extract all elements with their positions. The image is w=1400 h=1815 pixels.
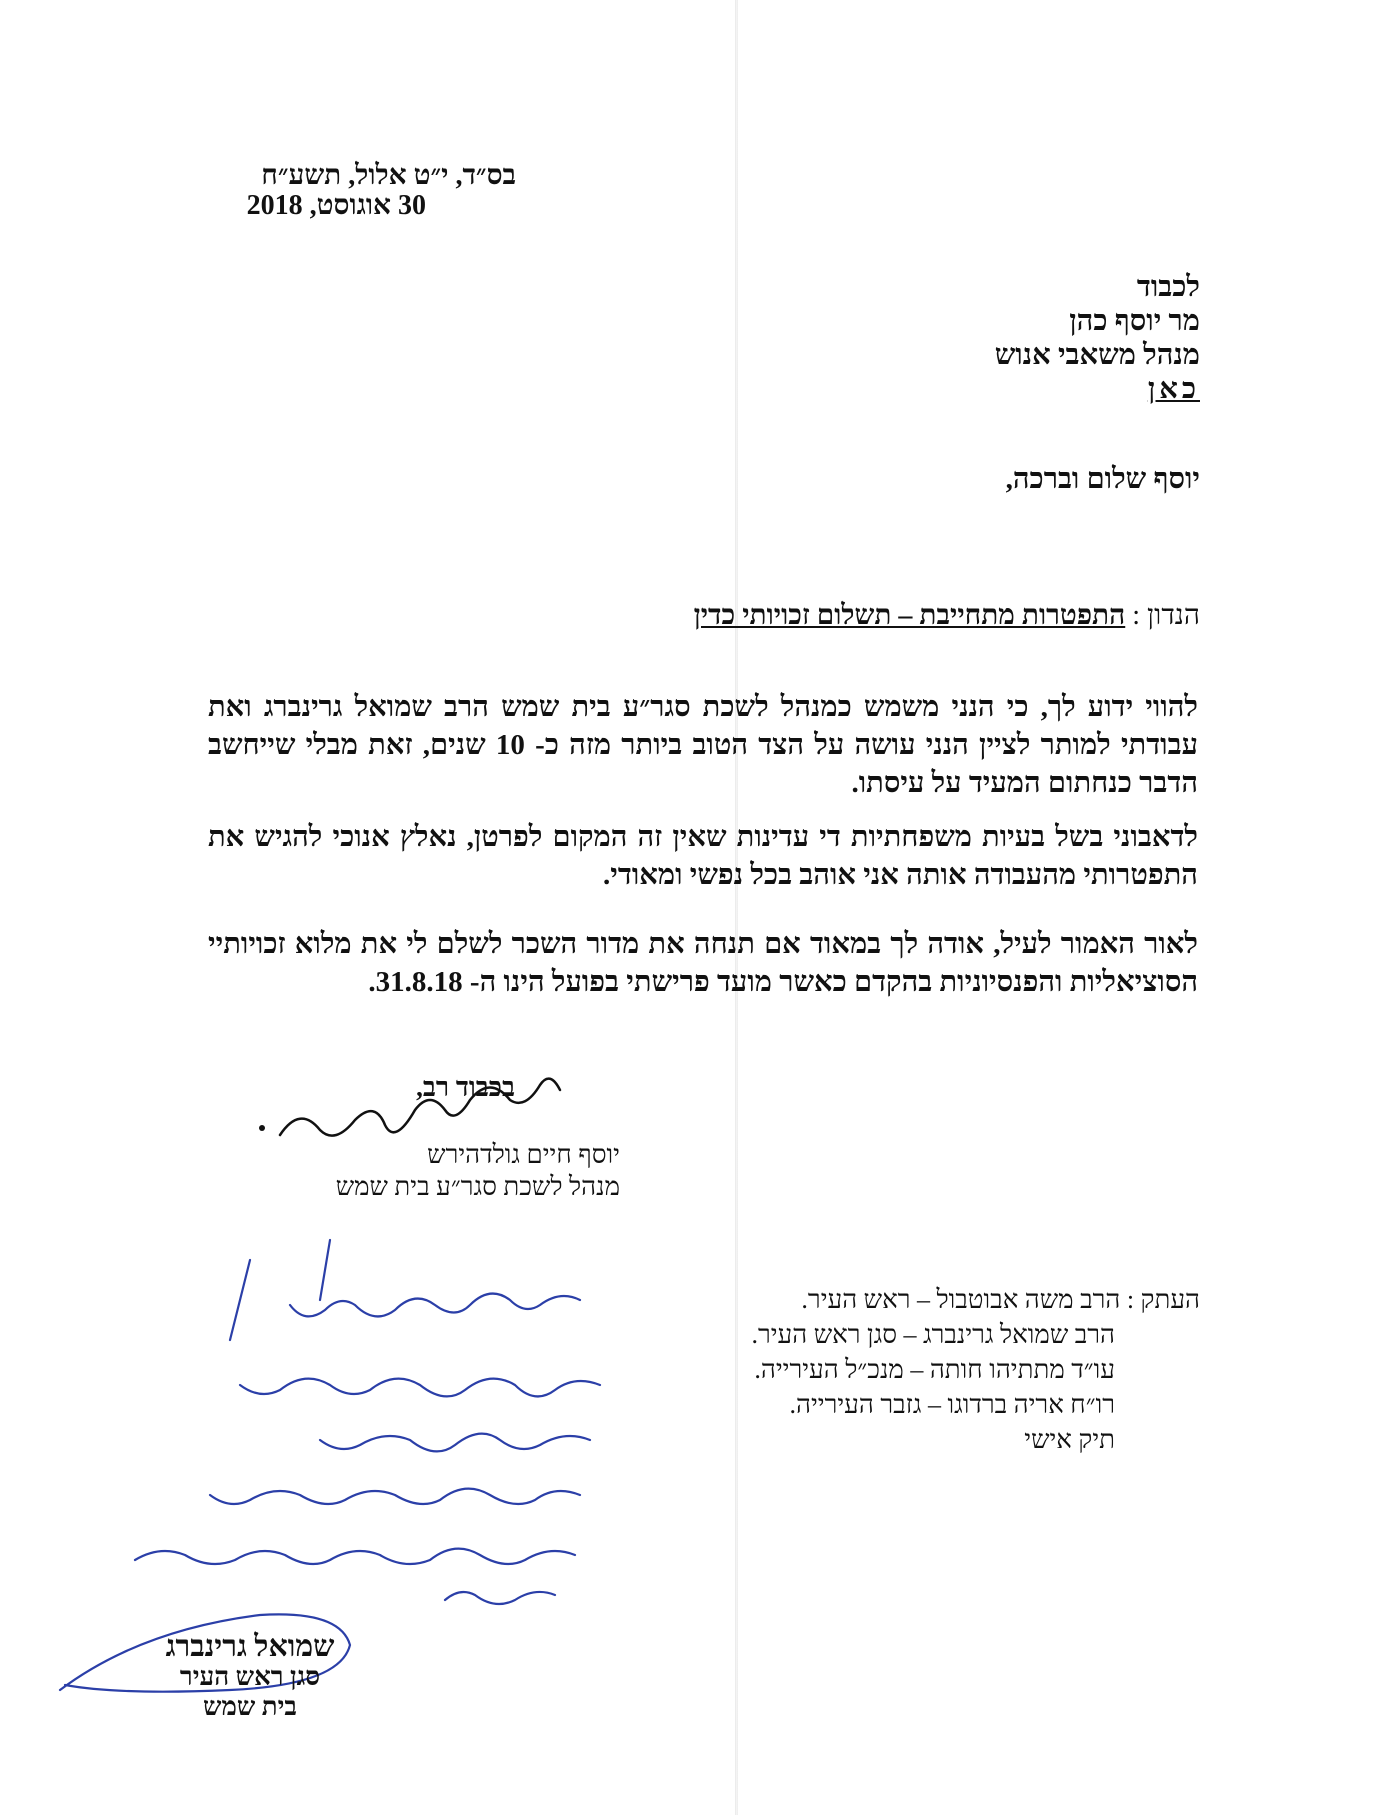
body-paragraph-3: לאור האמור לעיל, אודה לך במאוד אם תנחה את מדור השכר לשלם לי את מלוא זכויותיי הסוציאליות והפנסיוניות בהקדם כאשר מועד פרישתי בפועל הינו ה- 31.8.18. bbox=[208, 928, 1198, 998]
recipient-name: מר יוסף כהן bbox=[1069, 305, 1200, 337]
stamp-block bbox=[150, 1632, 350, 1722]
subject-text: התפטרות מתחייבת – תשלום זכויותי כדין bbox=[693, 600, 1126, 631]
greeting: יוסף שלום וברכה, bbox=[1005, 463, 1200, 495]
hebrew-date: בס״ד, י״ט אלול, תשע״ח bbox=[261, 160, 516, 191]
copies-recipient: תיק אישי bbox=[1024, 1425, 1115, 1454]
copies-recipient: עו״ד מתתיהו חותה – מנכ״ל העירייה. bbox=[754, 1355, 1115, 1384]
signer-title: מנהל לשכת סגר״ע בית שמש bbox=[335, 1172, 620, 1201]
gregorian-date: 30 אוגוסט, 2018 bbox=[246, 190, 426, 221]
stamp-city: בית שמש bbox=[203, 1692, 297, 1721]
stamp-name: שמואל גרינברג bbox=[165, 1630, 335, 1663]
recipient-title: מנהל משאבי אנוש bbox=[994, 339, 1200, 371]
copies-recipient: הרב שמואל גרינברג – סגן ראש העיר. bbox=[751, 1320, 1115, 1349]
recipient-location: כאן bbox=[1147, 373, 1200, 405]
body-paragraph-2: לדאבוני בשל בעיות משפחתיות די עדינות שאין זה המקום לפרטן, נאלץ אנוכי להגיש את התפטרותי מהעבודה אותה אני אוהב בכל נפשי ומאודי. bbox=[208, 821, 1198, 891]
closing-phrase: בכבוד רב, bbox=[416, 1072, 515, 1102]
subject-label: הנדון : bbox=[1132, 600, 1200, 631]
stamp-title: סגן ראש העיר bbox=[179, 1662, 321, 1691]
recipient-salutation: לכבוד bbox=[1136, 271, 1200, 303]
copies-recipient: הרב משה אבוטבול – ראש העיר. bbox=[801, 1285, 1121, 1314]
body-paragraph-1: להווי ידוע לך, כי הנני משמש כמנהל לשכת סגר״ע בית שמש הרב שמואל גרינברג ואת עבודתי למותר לציין הנני עושה על הצד הטוב ביותר מזה כ- 10 שנים, זאת מבלי שייחשב הדבר כנחתום המעיד על עיסתו. bbox=[208, 691, 1198, 799]
copies-recipient: רו״ח אריה ברדוגו – גזבר העירייה. bbox=[789, 1390, 1115, 1419]
copies-label: העתק : bbox=[1126, 1285, 1200, 1314]
signer-name: יוסף חיים גולדהירש bbox=[427, 1140, 620, 1169]
